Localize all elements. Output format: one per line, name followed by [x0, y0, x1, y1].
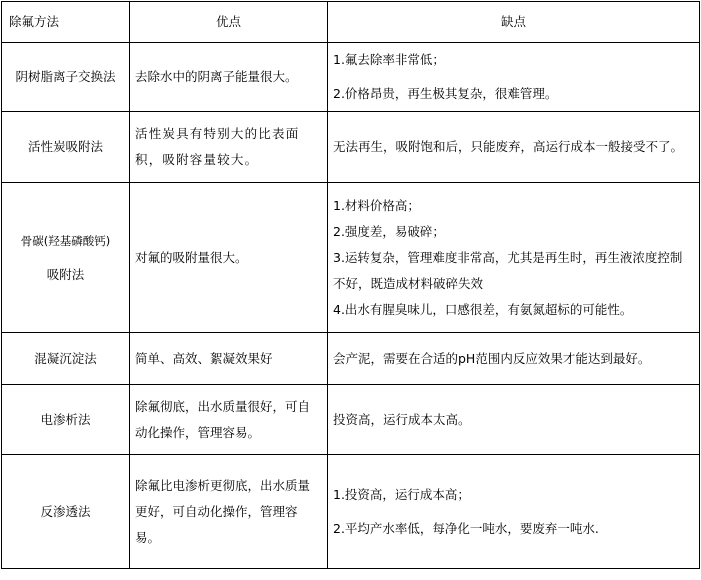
disadvantages-cell: [328, 385, 700, 455]
advantages-cell: 去除水中的阴离子能量很大。: [130, 43, 328, 112]
disadvantage-item: 2.平均产水率低，每净化一吨水，要废弃一吨水.: [333, 520, 599, 536]
table-row: [2, 43, 700, 112]
disadvantage-item: 3.运转复杂，管理难度非常高，尤其是再生时，再生液浓度控制不好，既造成材料破碎失效: [333, 249, 683, 291]
advantages-cell: 除氟比电渗析更彻底，出水质量更好，可自动化操作，管理容易。: [130, 455, 328, 569]
disadvantage-item: 投资高，运行成本太高。: [333, 411, 471, 427]
disadvantage-item: 2.价格昂贵，再生极其复杂，很难管理。: [333, 86, 558, 101]
disadvantage-item: 1.材料价格高；: [333, 197, 420, 213]
advantages-cell: 除氟彻底，出水质量很好，可自动化操作，管理容易。: [130, 385, 328, 455]
table-row: [2, 385, 700, 455]
disadvantage-item: 无法再生，吸附饱和后，只能废弃，高运行成本一般接受不了。: [333, 139, 684, 154]
disadvantages-cell: [328, 183, 700, 333]
disadvantage-item: 会产泥，需要在合适的pH范围内反应效果才能达到最好。: [333, 350, 651, 366]
table-row: [2, 112, 700, 183]
method-cell: 反渗透法: [2, 455, 130, 569]
method-line: 吸附法: [46, 266, 85, 282]
table-row: [2, 183, 700, 333]
advantages-cell: 对氟的吸附量很大。: [130, 183, 328, 333]
disadvantage-item: 1.投资高，运行成本高；: [333, 486, 470, 502]
table-row: [2, 333, 700, 385]
table-row: [2, 455, 700, 569]
header-row: [2, 2, 700, 43]
disadvantage-item: 2.强度差，易破碎；: [333, 223, 445, 239]
advantages-cell: 简单、高效、絮凝效果好: [130, 333, 328, 385]
disadvantages-cell: [328, 333, 700, 385]
header-method: 除氟方法: [2, 2, 130, 43]
comparison-table: [1, 1, 700, 569]
disadvantages-cell: [328, 455, 700, 569]
header-disadvantages: 缺点: [328, 2, 700, 43]
disadvantage-item: 1.氟去除率非常低；: [333, 52, 445, 67]
method-cell: [2, 183, 130, 333]
header-advantages: 优点: [130, 2, 328, 43]
method-cell: 混凝沉淀法: [2, 333, 130, 385]
disadvantages-cell: [328, 112, 700, 183]
advantages-cell: 活性炭具有特别大的比表面积，吸附容量较大。: [130, 112, 328, 183]
disadvantages-cell: [328, 43, 700, 112]
method-line: 骨碳(羟基磷酸钙): [20, 233, 111, 248]
disadvantage-item: 4.出水有腥臭味儿，口感很差，有氨氮超标的可能性。: [333, 301, 633, 317]
method-cell: 阴树脂离子交换法: [2, 43, 130, 112]
method-cell: 电渗析法: [2, 385, 130, 455]
method-cell: 活性炭吸附法: [2, 112, 130, 183]
